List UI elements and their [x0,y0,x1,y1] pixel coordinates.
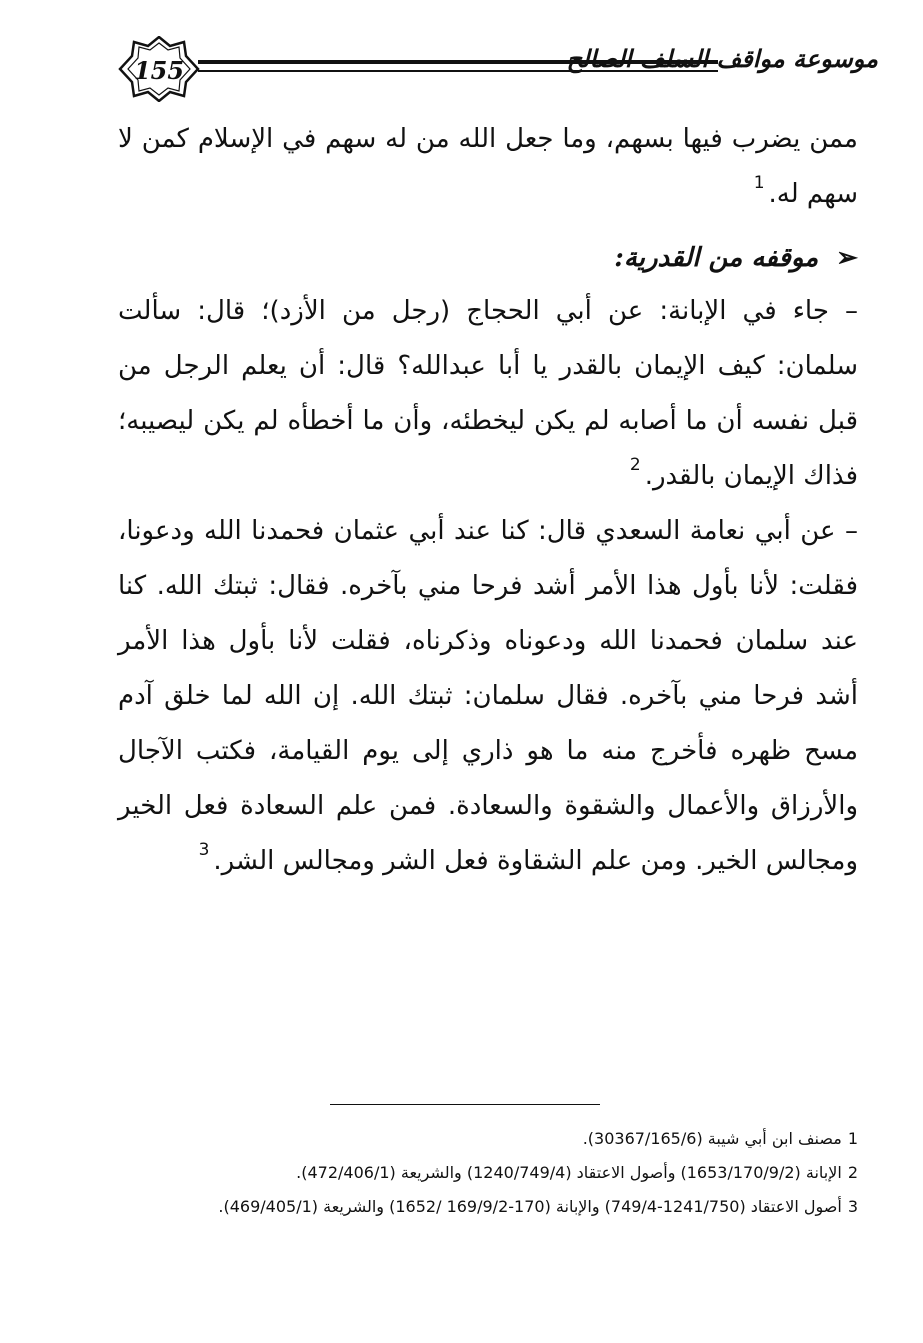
footnote-item [118,1122,858,1156]
footnotes [118,1122,858,1224]
footnote-number: 2 [847,1163,858,1182]
page-number: 155 [133,56,185,85]
paragraph-text: – جاء في الإبانة: عن أبي الحجاج (رجل من الأزد)؛ قال: سألت سلمان: كيف الإيمان بالقدر يا أبا عبدالله؟ قال: أن يعلم الرجل من قبل نفسه أن ما أصابه لم يكن ليخطئه، وأن ما أخطأه لم يكن ليصيبه؛ فذاك الإيمان بالقدر. [118,296,858,491]
arrow-bullet-icon: ➢ [836,243,858,273]
page-number-badge [118,36,200,102]
paragraph-1 [118,112,858,222]
footnote-item [118,1156,858,1190]
footnote-text: أصول الاعتقاد (1241/750-749/4) والإبانة (170-169/9/2 /1652) والشريعة (469/405/1). [218,1197,842,1216]
footnote-item [118,1190,858,1224]
footnote-number: 3 [847,1197,858,1216]
paragraph-text: ممن يضرب فيها بسهم، وما جعل الله من له سهم في الإسلام كمن لا سهم له. [118,124,858,209]
paragraph-3 [118,504,858,889]
section-heading [118,232,858,284]
footnote-text: الإبانة (1653/170/9/2) وأصول الاعتقاد (1240/749/4) والشريعة (472/406/1). [296,1163,842,1182]
footnote-text: مصنف ابن أبي شيبة (30367/165/6). [582,1129,842,1148]
series-title: موسوعة مواقف السلف الصالح [566,44,878,73]
footnote-ref: 1 [753,173,765,193]
footnote-ref: 3 [198,840,210,860]
paragraph-2 [118,284,858,504]
paragraph-text: – عن أبي نعامة السعدي قال: كنا عند أبي عثمان فحمدنا الله ودعونا، فقلت: لأنا بأول هذا الأمر أشد فرحا مني بآخره. فقال: ثبتك الله. كنا عند سلمان فحمدنا الله ودعوناه وذكرناه، فقلت لأنا بأول هذا الأمر أشد فرحا مني بآخره. فقال سلمان: ثبتك الله. إن الله لما خلق آدم مسح ظهره فأخرج منه ما هو ذاري إلى يوم القيامة، فكتب الآجال والأرزاق والأعمال والشقوة والسعادة. فمن علم السعادة فعل الخير ومجالس الخير. ومن علم الشقاوة فعل الشر ومجالس الشر. [118,516,858,876]
footnote-separator [330,1104,600,1105]
page-header [118,30,878,110]
footnote-number: 1 [847,1129,858,1148]
footnote-ref: 2 [629,455,641,475]
main-text [118,112,858,889]
section-heading-text: موقفه من القدرية: [614,243,819,273]
